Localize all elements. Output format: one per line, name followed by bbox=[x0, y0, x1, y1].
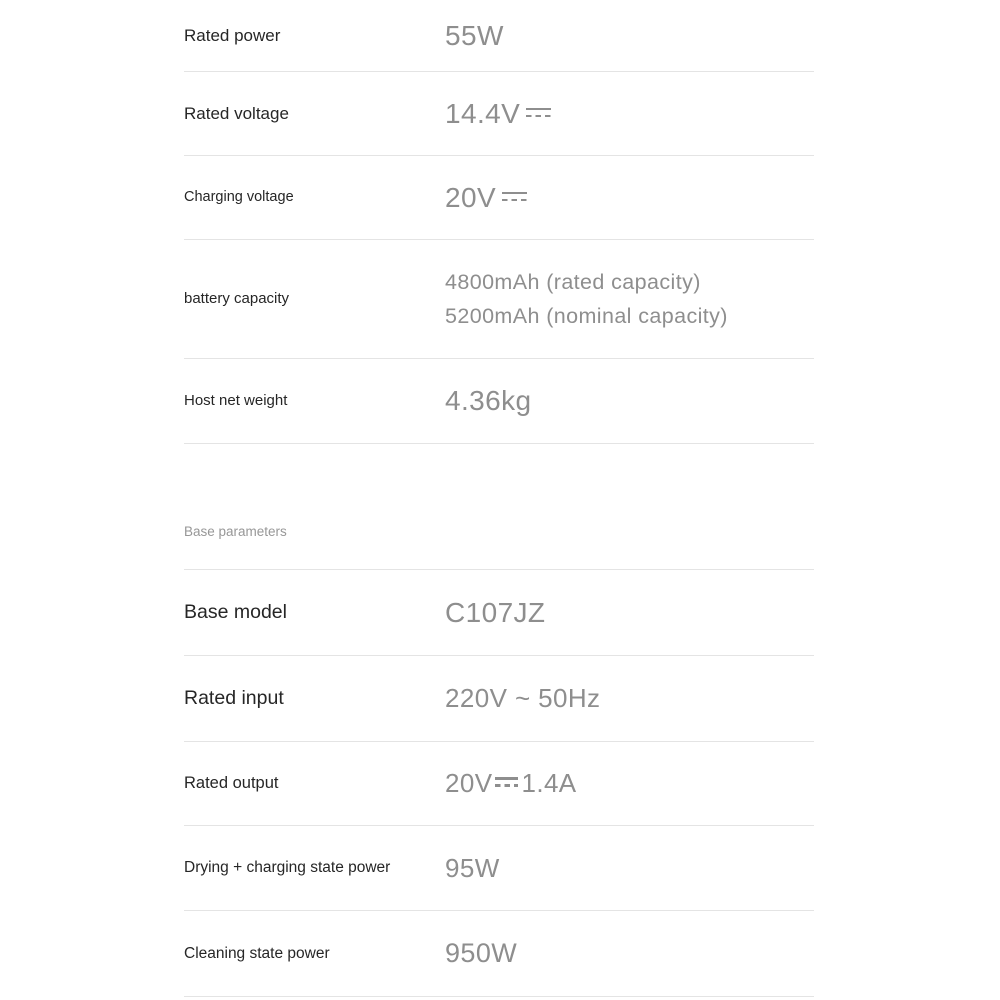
spec-label: Rated voltage bbox=[184, 103, 289, 123]
spec-label: Rated power bbox=[184, 25, 281, 45]
spec-value bbox=[445, 98, 551, 130]
spec-label: Drying + charging state power bbox=[184, 859, 391, 877]
dc-current-icon bbox=[502, 191, 527, 204]
spec-value bbox=[445, 683, 600, 714]
spec-value-text: 4.36kg bbox=[445, 385, 532, 416]
section-header-row bbox=[184, 444, 814, 570]
spec-label: Base model bbox=[184, 601, 287, 624]
spec-value bbox=[445, 265, 728, 333]
spec-row-cleaning-power bbox=[184, 911, 814, 997]
spec-value-text: 95W bbox=[445, 852, 500, 883]
spec-value-text: 55W bbox=[445, 19, 504, 51]
spec-value-text: 14.4V bbox=[445, 97, 521, 129]
spec-label: battery capacity bbox=[184, 289, 290, 307]
spec-row-rated-power bbox=[184, 0, 814, 72]
spec-label: Charging voltage bbox=[184, 189, 294, 206]
spec-value bbox=[445, 20, 504, 52]
spec-value bbox=[445, 597, 545, 629]
spec-row-rated-output bbox=[184, 742, 814, 826]
spec-value-text: 20V bbox=[445, 181, 497, 213]
spec-value bbox=[445, 938, 517, 969]
spec-value-line: 5200mAh (nominal capacity) bbox=[445, 304, 728, 328]
spec-row-base-model bbox=[184, 570, 814, 656]
spec-row-drying-charging-power bbox=[184, 826, 814, 911]
spec-row-battery-capacity bbox=[184, 240, 814, 359]
spec-value-text: 1.4A bbox=[521, 768, 577, 798]
spec-value-text: C107JZ bbox=[445, 596, 546, 628]
spec-label: Rated output bbox=[184, 774, 279, 793]
spec-value-text: 220V ~ 50Hz bbox=[445, 683, 601, 713]
spec-label: Cleaning state power bbox=[184, 944, 330, 962]
spec-value bbox=[445, 853, 500, 884]
spec-row-rated-input bbox=[184, 656, 814, 742]
spec-label: Rated input bbox=[184, 687, 284, 710]
spec-row-charging-voltage bbox=[184, 156, 814, 240]
spec-table bbox=[184, 0, 814, 997]
spec-value-text: 20V bbox=[445, 768, 493, 798]
spec-row-rated-voltage bbox=[184, 72, 814, 156]
spec-value bbox=[445, 768, 577, 799]
spec-value bbox=[445, 182, 527, 214]
spec-value bbox=[445, 385, 531, 417]
dc-current-icon bbox=[495, 776, 518, 789]
spec-label: Host net weight bbox=[184, 391, 288, 409]
dc-current-icon bbox=[526, 107, 551, 120]
section-title: Base parameters bbox=[184, 524, 287, 539]
spec-row-host-net-weight bbox=[184, 359, 814, 444]
spec-value-line: 4800mAh (rated capacity) bbox=[445, 270, 701, 294]
spec-value-text: 950W bbox=[445, 938, 518, 968]
